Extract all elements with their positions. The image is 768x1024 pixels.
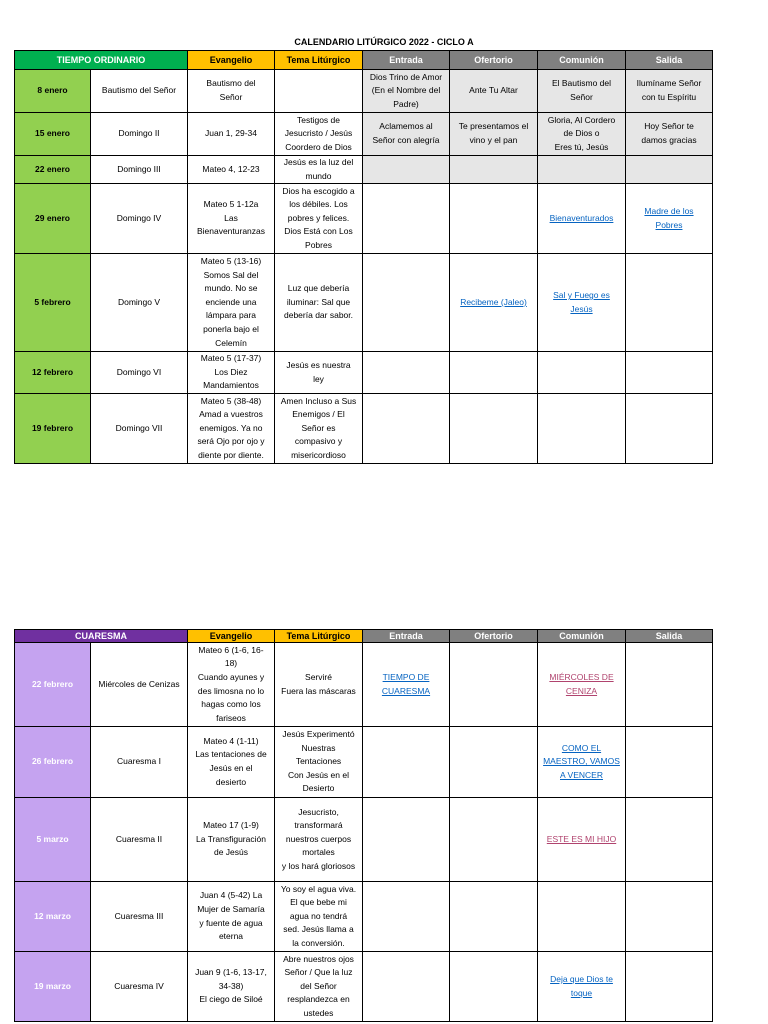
ofertorio-cell — [450, 394, 538, 464]
date-cell: 19 marzo — [15, 952, 91, 1022]
ofertorio-cell — [450, 156, 538, 184]
date-cell: 19 febrero — [15, 394, 91, 464]
salida-cell — [626, 254, 713, 352]
song-link[interactable]: Deja que Dios te toque — [550, 973, 613, 998]
table-row — [15, 184, 713, 254]
sunday-cell: Domingo II — [91, 113, 188, 156]
ofertorio-cell — [450, 882, 538, 952]
ofertorio-cell — [450, 184, 538, 254]
table-row — [15, 394, 713, 464]
salida-cell — [626, 156, 713, 184]
salida-cell — [626, 352, 713, 394]
tema-cell: Yo soy el agua viva. El que bebe mi agua no tendrá sed. Jesús llama a la conversión. — [275, 882, 363, 952]
table-row — [15, 156, 713, 184]
season-header: TIEMPO ORDINARIO — [15, 51, 188, 70]
salida-cell — [626, 184, 713, 254]
date-cell: 15 enero — [15, 113, 91, 156]
comunion-cell — [538, 254, 626, 352]
tema-cell: Jesús es nuestra ley — [275, 352, 363, 394]
salida-header: Salida — [626, 51, 713, 70]
comunion-cell — [538, 643, 626, 727]
table-row — [15, 352, 713, 394]
table-row — [15, 643, 713, 727]
comunion-header: Comunión — [538, 630, 626, 643]
song-link[interactable]: ESTE ES MI HIJO — [546, 833, 617, 844]
date-cell: 22 febrero — [15, 643, 91, 727]
ofertorio-cell — [450, 643, 538, 727]
comunion-cell — [538, 882, 626, 952]
evangelio-cell: Mateo 4 (1-11) Las tentaciones de Jesús en el desierto — [188, 727, 275, 798]
salida-cell — [626, 727, 713, 798]
table-header-row — [15, 630, 713, 643]
date-cell: 26 febrero — [15, 727, 91, 798]
song-link[interactable]: Recibeme (Jaleo) — [460, 296, 527, 307]
salida-cell — [626, 643, 713, 727]
lent-table — [14, 629, 713, 1022]
comunion-cell — [538, 952, 626, 1022]
tema-cell: Dios ha escogido a los débiles. Los pobres y felices. Dios Está con Los Pobres — [275, 184, 363, 254]
entrada-cell — [363, 882, 450, 952]
entrada-cell — [363, 394, 450, 464]
tema-cell: Jesucristo, transformará nuestros cuerpos mortales y los hará gloriosos — [275, 798, 363, 882]
tema-cell: Serviré Fuera las máscaras — [275, 643, 363, 727]
evangelio-cell: Mateo 17 (1-9) La Transfiguración de Jesús — [188, 798, 275, 882]
evangelio-cell: Mateo 5 (13-16) Somos Sal del mundo. No se enciende una lámpara para ponerla bajo el Celemín — [188, 254, 275, 352]
evangelio-cell: Juan 4 (5-42) La Mujer de Samaría y fuente de agua eterna — [188, 882, 275, 952]
table-row — [15, 70, 713, 113]
tema-cell — [275, 70, 363, 113]
comunion-cell: El Bautismo del Señor — [538, 70, 626, 113]
season-header: CUARESMA — [15, 630, 188, 643]
sunday-cell: Miércoles de Cenizas — [91, 643, 188, 727]
entrada-cell — [363, 952, 450, 1022]
comunion-header: Comunión — [538, 51, 626, 70]
comunion-cell — [538, 727, 626, 798]
sunday-cell: Domingo VI — [91, 352, 188, 394]
date-cell: 5 marzo — [15, 798, 91, 882]
evangelio-cell: Mateo 5 (17-37) Los Diez Mandamientos — [188, 352, 275, 394]
evangelio-cell: Mateo 5 1-12a Las Bienaventuranzas — [188, 184, 275, 254]
evangelio-header: Evangelio — [188, 51, 275, 70]
evangelio-cell: Juan 1, 29-34 — [188, 113, 275, 156]
table-row — [15, 882, 713, 952]
entrada-cell — [363, 352, 450, 394]
ofertorio-header: Ofertorio — [450, 51, 538, 70]
table-header-row — [15, 51, 713, 70]
entrada-cell — [363, 643, 450, 727]
song-link[interactable]: MIÉRCOLES DE CENIZA — [549, 671, 614, 696]
evangelio-cell: Bautismo del Señor — [188, 70, 275, 113]
ofertorio-cell: Ante Tu Altar — [450, 70, 538, 113]
evangelio-cell: Mateo 4, 12-23 — [188, 156, 275, 184]
ordinary-time-table — [14, 50, 713, 464]
salida-header: Salida — [626, 630, 713, 643]
entrada-cell — [363, 254, 450, 352]
comunion-cell — [538, 394, 626, 464]
sunday-cell: Cuaresma IV — [91, 952, 188, 1022]
date-cell: 5 febrero — [15, 254, 91, 352]
entrada-cell: Dios Trino de Amor (En el Nombre del Padre) — [363, 70, 450, 113]
table-row — [15, 113, 713, 156]
ofertorio-cell — [450, 798, 538, 882]
ofertorio-cell — [450, 352, 538, 394]
comunion-cell — [538, 156, 626, 184]
table-row — [15, 798, 713, 882]
tema-header: Tema Litúrgico — [275, 51, 363, 70]
ofertorio-cell — [450, 952, 538, 1022]
tema-cell: Jesús Experimentó Nuestras Tentaciones Con Jesús en el Desierto — [275, 727, 363, 798]
salida-cell: Ilumíname Señor con tu Espíritu — [626, 70, 713, 113]
salida-cell — [626, 952, 713, 1022]
entrada-header: Entrada — [363, 630, 450, 643]
tema-header: Tema Litúrgico — [275, 630, 363, 643]
entrada-header: Entrada — [363, 51, 450, 70]
tema-cell: Abre nuestros ojos Señor / Que la luz del Señor resplandezca en ustedes — [275, 952, 363, 1022]
evangelio-cell: Juan 9 (1-6, 13-17, 34-38) El ciego de Siloé — [188, 952, 275, 1022]
date-cell: 8 enero — [15, 70, 91, 113]
tema-cell: Testigos de Jesucristo / Jesús Coordero de Dios — [275, 113, 363, 156]
entrada-cell — [363, 184, 450, 254]
sunday-cell: Domingo IV — [91, 184, 188, 254]
sunday-cell: Domingo V — [91, 254, 188, 352]
song-link[interactable]: Madre de los Pobres — [644, 206, 694, 230]
salida-cell: Hoy Señor te damos gracias — [626, 113, 713, 156]
table-row — [15, 952, 713, 1022]
entrada-cell: Aclamemos al Señor con alegría — [363, 113, 450, 156]
entrada-cell — [363, 727, 450, 798]
date-cell: 29 enero — [15, 184, 91, 254]
ofertorio-cell: Te presentamos el vino y el pan — [450, 113, 538, 156]
tema-cell: Jesús es la luz del mundo — [275, 156, 363, 184]
comunion-cell: Gloria, Al Cordero de Dios o Eres tú, Jesús — [538, 113, 626, 156]
date-cell: 12 febrero — [15, 352, 91, 394]
evangelio-cell: Mateo 5 (38-48) Amad a vuestros enemigos. Ya no será Ojo por ojo y diente por diente. — [188, 394, 275, 464]
sunday-cell: Cuaresma III — [91, 882, 188, 952]
sunday-cell: Cuaresma I — [91, 727, 188, 798]
song-link[interactable]: Bienaventurados — [549, 212, 614, 223]
table-row — [15, 254, 713, 352]
ofertorio-header: Ofertorio — [450, 630, 538, 643]
salida-cell — [626, 798, 713, 882]
table-row — [15, 727, 713, 798]
evangelio-cell: Mateo 6 (1-6, 16- 18) Cuando ayunes y des limosna no lo hagas como los fariseos — [188, 643, 275, 727]
entrada-cell — [363, 798, 450, 882]
comunion-cell — [538, 352, 626, 394]
tema-cell: Luz que debería iluminar: Sal que debería dar sabor. — [275, 254, 363, 352]
sunday-cell: Domingo VII — [91, 394, 188, 464]
sunday-cell: Bautismo del Señor — [91, 70, 188, 113]
entrada-cell — [363, 156, 450, 184]
sunday-cell: Domingo III — [91, 156, 188, 184]
ofertorio-cell — [450, 727, 538, 798]
calendar-title: CALENDARIO LITÚRGICO 2022 - CICLO A — [294, 37, 474, 47]
comunion-cell — [538, 184, 626, 254]
salida-cell — [626, 394, 713, 464]
date-cell: 22 enero — [15, 156, 91, 184]
evangelio-header: Evangelio — [188, 630, 275, 643]
song-link[interactable]: Sal y Fuego es Jesús — [553, 290, 610, 314]
salida-cell — [626, 882, 713, 952]
song-link[interactable]: TIEMPO DE CUARESMA — [381, 671, 431, 696]
ofertorio-cell — [450, 254, 538, 352]
date-cell: 12 marzo — [15, 882, 91, 952]
song-link[interactable]: COMO EL MAESTRO, VAMOS A VENCER — [543, 742, 620, 780]
tema-cell: Amen Incluso a Sus Enemigos / El Señor es compasivo y misericordioso — [275, 394, 363, 464]
comunion-cell — [538, 798, 626, 882]
sunday-cell: Cuaresma II — [91, 798, 188, 882]
